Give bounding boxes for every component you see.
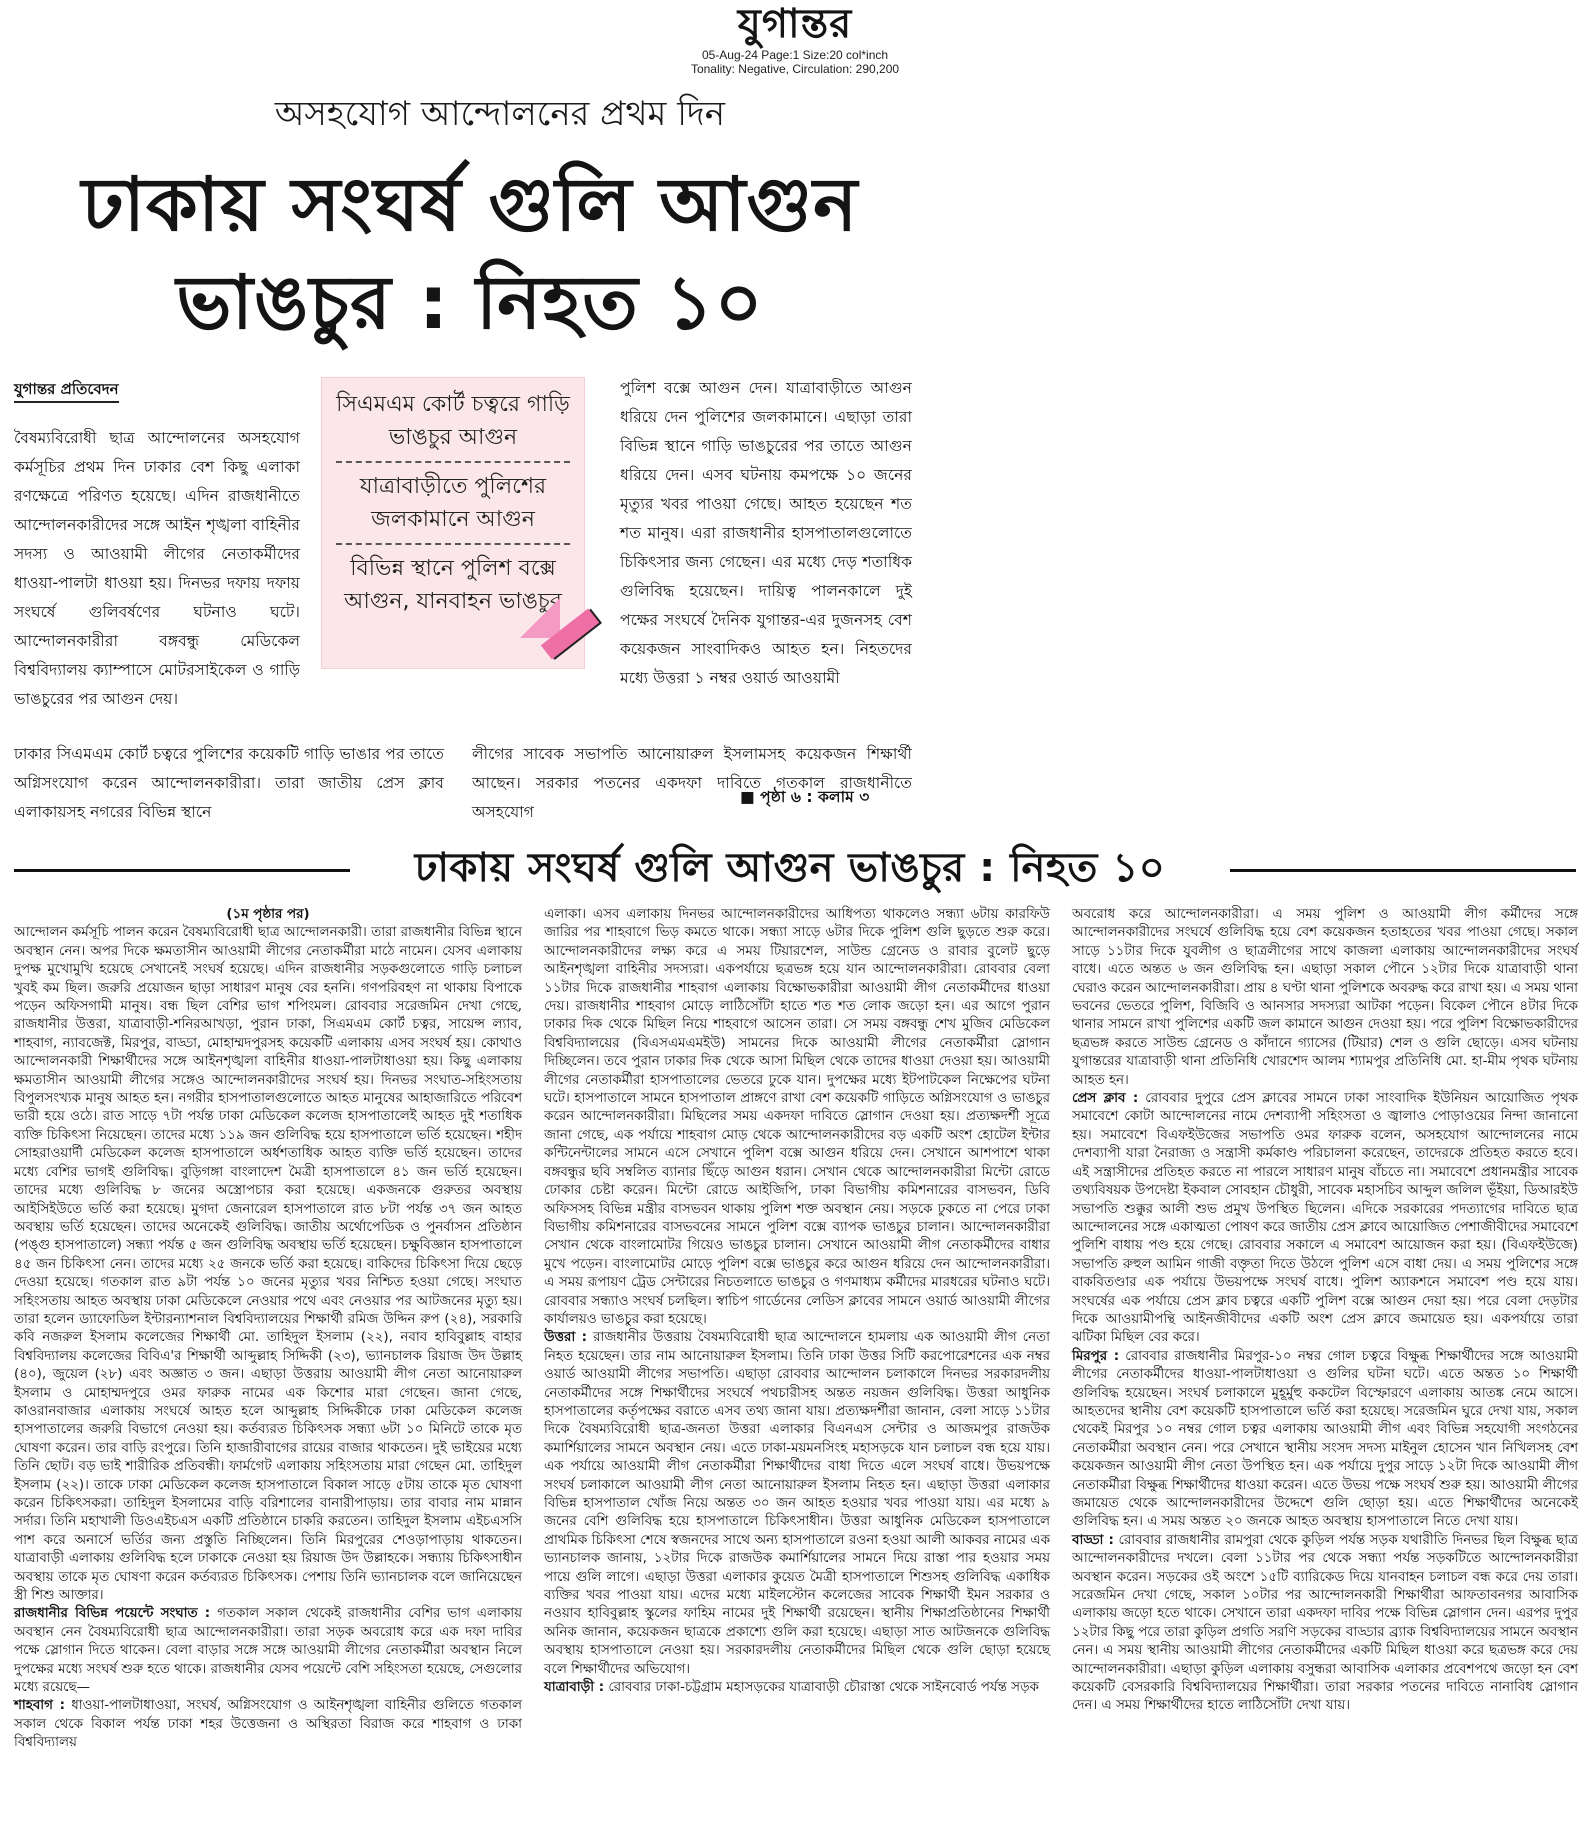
front-column-3-text: পুলিশ বক্সে আগুন দেন। যাত্রাবাড়ীতে আগুন ধরিয়ে দেন পুলিশের জলকামানে। এছাড়া তারা বিভিন্ন স্থানে গাড়ি ভাঙচুরের পর তাতে আগুন ধরিয়ে দেন। এসব ঘটনায় কমপক্ষে ১০ জনের মৃত্যুর খবর পাওয়া গেছে। আহত হয়েছেন শত শত মানুষ। এরা রাজধানীর হাসপাতালগুলোতে চিকিৎসার জন্য গেছেন। এর মধ্যে দেড় শতাধিক গুলিবিদ্ধ হয়েছেন। দায়িত্ব পালনকালে দুই পক্ষের সংঘর্ষে দৈনিক যুগান্তর-এর দুজনসহ বেশ কয়েকজন সাংবাদিকও আহত হন। নিহতদের মধ্যে উত্তরা ১ নম্বর ওয়ার্ড আওয়ামী	[620, 379, 912, 687]
front-column-1-wide-text: ঢাকার সিএমএম কোর্ট চত্বরে পুলিশের কয়েকটি গাড়ি ভাঙার পর তাতে অগ্নিসংযোগ করেন আন্দোলনকারীরা। তারা জাতীয় প্রেস ক্লাব এলাকায়সহ নগরের বিভিন্ন স্থানে	[14, 745, 444, 821]
front-column-1	[14, 424, 300, 744]
continued-jump-label: ■ পৃষ্ঠা ৬ : কলাম ৩	[740, 788, 870, 806]
subhead-rajdhani-text: গতকাল সকাল থেকেই রাজধানীর বেশির ভাগ এলাকায় অবস্থান নেন বৈষম্যবিরোধী ছাত্র আন্দোলনকারীরা। তারা সড়ক অবরোধ করে এক দফা দাবির পক্ষে স্লোগান দিতে থাকেন। বেলা বাড়ার সঙ্গে সঙ্গে আওয়ামী লীগের নেতাকর্মীরা অবস্থান নিলে দুপক্ষের মধ্যে সংঘর্ষ শুরু হতে থাকে। রাজধানীর যেসব পয়েন্টে বেশি সহিংসতা হয়েছে, সেগুলোর মধ্যে রয়েছে—	[14, 1606, 522, 1696]
headline-kicker: অসহযোগ আন্দোলনের প্রথম দিন	[274, 94, 726, 134]
byline: যুগান্তর প্রতিবেদন	[14, 378, 119, 403]
headline-line-1: ঢাকায় সংঘর্ষ গুলি আগুন	[81, 162, 859, 248]
callout-ribbon-decoration	[520, 598, 560, 638]
subhead-press-club: প্রেস ক্লাব :	[1072, 1091, 1139, 1107]
subhead-jatrabari: যাত্রাবাড়ী :	[544, 1680, 605, 1696]
continued-column-3-text: অবরোধ করে আন্দোলনকারীরা। এ সময় পুলিশ ও আওয়ামী লীগ কর্মীদের সঙ্গে আন্দোলনকারীদের সংঘর্ষে গুলিবিদ্ধ হয়ে বেশ কয়েকজন হতাহতের খবর পাওয়া গেছে। সকাল সাড়ে ১১টার দিকে যুবলীগ ও ছাত্রলীগের সাথে কাজলা এলাকায় আন্দোলনকারীদের সংঘর্ষ বাধে। এতে অন্তত ৬ জন গুলিবিদ্ধ হন। এছাড়া সকাল পৌনে ১২টার দিকে যাত্রাবাড়ী থানা ঘেরাও করেন আন্দোলনকারীরা। প্রায় ৪ ঘণ্টা থানা পুলিশকে অবরুদ্ধ করে রাখা হয়। এ সময় থানা ভবনের ভেতরে পুলিশ, বিজিবি ও আনসার সদস্যরা আটকা পড়েন। বিকেল পৌনে ৪টার দিকে থানার সামনে রাখা পুলিশের একটি জল কামানে আগুন দেওয়া হয়। পরে পুলিশ বিক্ষোভকারীদের ছত্রভঙ্গ করতে সাউন্ড গ্রেনেড ও কাঁদানে গ্যাসের (টিয়ার) শেল ও গুলি ছোড়ে। এসব ঘটনায় যুগান্তরের যাত্রাবাড়ী থানা প্রতিনিধি খোরশেদ আলম শ্যামপুর প্রতিনিধি মো. হা-মীম পৃথক ঘটনায় আহত হন।	[1072, 907, 1578, 1088]
subhead-rajdhani: রাজধানীর বিভিন্ন পয়েন্টে সংঘাত :	[14, 1606, 211, 1622]
masthead-logo: যুগান্তর	[737, 0, 853, 47]
subhead-press-club-text: রোববার দুপুরে প্রেস ক্লাবের সামনে ঢাকা সাংবাদিক ইউনিয়ন আয়োজিত পৃথক সমাবেশে কোটা আন্দোলনের নামে দেশব্যাপী সহিংসতা ও জ্বালাও পোড়াওয়ের নিন্দা জানানো হয়। সমাবেশে বিএফইউজের সভাপতি ওমর ফারুক বলেন, অসহযোগ আন্দোলনের নামে দেশব্যাপী যারা নৈরাজ্য ও সন্ত্রাসী কর্মকাণ্ড পরিচালনা করেছেন, তাদেরকে প্রতিহত করতে হবে। এই সন্ত্রাসীদের প্রতিহত করতে না পারলে সাধারণ মানুষ বাঁচতে না। সমাবেশে প্রধানমন্ত্রীর সাবেক তথ্যবিষয়ক উপদেষ্টা ইকবাল সোবহান চৌধুরী, সাবেক মহাসচিব আব্দুল জলিল ভূঁইয়া, ডিআরইউ সভাপতি শুক্কুর আলী শুভ প্রমুখ উপস্থিত ছিলেন। এদিকে সরকারের পদত্যাগের দাবিতে ছাত্র আন্দোলনের সঙ্গে একাত্মতা পোষণ করে জাতীয় প্রেস ক্লাবে আয়োজিত পেশাজীবীদের সমাবেশে পুলিশি বাধায় পণ্ড হয়ে গেছে। রোববার সকালে এ সমাবেশ আয়োজন করা হয়। (বিএফইউজে) সভাপতি রুহুল আমিন গাজী বক্তৃতা দিতে উঠলে পুলিশ এসে বাধা দেয়। এ সময় পুলিশের সঙ্গে বাকবিতণ্ডার এক পর্যায়ে উভয়পক্ষে সংঘর্ষ বাধে। পুলিশ অ্যাকশনে সমাবেশ পণ্ড হয়ে যায়। সংঘর্ষের এক পর্যায়ে প্রেস ক্লাব চত্বরে একটি পুলিশ বক্সে আগুন দেয়া হয়। পরে বেলা দেড়টার দিকে আওয়ামীপন্থি আইনজীবীদের একটি অংশ প্রেস ক্লাবে জমায়েত হয়। একপর্যায়ে তারা ঝটিকা মিছিল বের করে।	[1072, 1091, 1579, 1346]
subhead-mirpur: মিরপুর :	[1072, 1348, 1120, 1364]
front-column-3-wide-text: লীগের সাবেক সভাপতি আনোয়ারুল ইসলামসহ কয়েকজন শিক্ষার্থী আছেন। সরকার পতনের একদফা দাবিতে গতকাল রাজধানীতে অসহযোগ	[472, 745, 912, 821]
continued-column-1-text: আন্দোলন কর্মসূচি পালন করেন বৈষম্যবিরোধী ছাত্র আন্দোলনকারী। তারা রাজধানীর বিভিন্ন স্থানে অবস্থান নেন। অপর দিকে ক্ষমতাসীন আওয়ামী লীগের নেতাকর্মীরা মাঠে নামেন। যেসব এলাকায় দুপক্ষ মুখোমুখি হয়েছে সেখানেই সংঘর্ষ হয়েছে। এদিন রাজধানীর সড়কগুলোতে গাড়ি চলাচল খুবই কম ছিল। জরুরি প্রয়োজন ছাড়া সাধারণ মানুষ বের হননি। গণপরিবহণ না থাকায় বিপাকে পড়েন অফিসগামী মানুষ। বন্ধ ছিল বেশির ভাগ শপিংমল। রোববার সরেজমিন দেখা গেছে, রাজধানীর উত্তরা, যাত্রাবাড়ী-শনিরআখড়া, পুরান ঢাকা, সিএমএম কোর্ট চত্বর, সায়েন্স ল্যাব, শাহবাগ, ন্যাবজেক্ট, মিরপুর, বাড্ডা, মোহাম্মদপুরসহ কয়েকটি এলাকায় এসব সংঘর্ষ হয়। কোথাও আন্দোলনকারী শিক্ষার্থীদের সঙ্গে আইনশৃঙ্খলা বাহিনীর ধাওয়া-পালটাধাওয়া হয়। কিছু এলাকায় ক্ষমতাসীন আওয়ামী লীগের সঙ্গেও আন্দোলনকারীদের সংঘর্ষ হয়। দিনভর সংঘাত-সহিংসতায় বিপুলসংখ্যক মানুষ আহত হন। নগরীর হাসপাতালগুলোতে আহত মানুষের আহাজারিতে পরিবেশ ভারী হয়ে ওঠে। রাত সাড়ে ৭টা পর্যন্ত ঢাকা মেডিকেল কলেজ হাসপাতালেই আহত দুই শতাধিক ব্যক্তি চিকিৎসা নিয়েছেন। তাদের মধ্যে ১১৯ জন গুলিবিদ্ধ হয়ে হাসপাতালে ভর্তি হয়েছেন। শহীদ সোহরাওয়ার্দী মেডিকেল কলেজ হাসপাতালে অর্ধশতাধিক আহত ব্যক্তি ভর্তি হয়েছেন। তাদের মধ্যে বেশির ভাগই গুলিবিদ্ধ। বুড়িগঙ্গা বাংলাদেশ মৈত্রী হাসপাতালে ৪১ জন ভর্তি হয়েছেন। তাদের মধ্যে গুলিবিদ্ধ ৮ জনের অস্ত্রোপচার করা হয়েছে। একজনকে গুরুতর অবস্থায় আইসিইউতে ভর্তি করা হয়েছে। মুগদা জেনারেল হাসপাতালে রাত ৮টা পর্যন্ত ৩৭ জন আহত অবস্থায় ভর্তি হয়েছেন। তাদের অনেকেই গুলিবিদ্ধ। জাতীয় অর্থোপেডিক ও পুনর্বাসন প্রতিষ্ঠান (পঙ্গু হাসপাতালে) সন্ধ্যা পর্যন্ত ৫ জন গুলিবিদ্ধ অবস্থায় ভর্তি হয়েছেন। চক্ষুবিজ্ঞান হাসপাতালে ৪৫ জন চিকিৎসা নেন। তাদের মধ্যে ২৫ জনকে ভর্তি করা হয়েছে। বাকিদের চিকিৎসা দিয়ে ছেড়ে দেওয়া হয়েছে। গতকাল রাত ৯টা পর্যন্ত ১০ জনের মৃত্যুর খবর নিশ্চিত হওয়া গেছে। সংঘাত সহিংসতায় আহত অবস্থায় ঢাকা মেডিকেলে নেওয়ার পথে এবং নেওয়ার পর আটজনের মৃত্যু হয়। তারা হলেন ড্যাফোডিল ইন্টারন্যাশনাল বিশ্ববিদ্যালয়ের শিক্ষার্থী রমিজ উদ্দিন রুপ (২৪), সরকারি কবি নজরুল ইসলাম কলেজের শিক্ষার্থী মো. তাহিদুল ইসলাম (২২), নবাব হাবিবুল্লাহ বাহার বিশ্ববিদ্যালয় কলেজের বিবিএ'র শিক্ষার্থী আব্দুল্লাহ সিদ্দিকী (২৩), ভ্যানচালক রিয়াজ উদ উল্লাহ (৪০), জুয়েল (২৮) এবং অজ্ঞাত ৩ জন। এছাড়া উত্তরায় আওয়ামী লীগ নেতা আনোয়ারুল ইসলাম ও মোহাম্মদপুরে ওমর ফারুক নামের এক কিশোর মারা গেছেন। জানা গেছে, কাওরানবাজার এলাকায় সংঘর্ষে আহত হলে আব্দুল্লাহ সিদ্দিকীকে ঢাকা মেডিকেল কলেজ হাসপাতালের জরুরি বিভাগে নেওয়া হয়। কর্তব্যরত চিকিৎসক সন্ধ্যা ৬টা ১০ মিনিটে তাকে মৃত ঘোষণা করেন। তার বাড়ি রংপুরে। তিনি হাজারীবাগের রায়ের বাজার থাকতেন। দুই ভাইয়ের মধ্যে তিনি ছোট। বড় ভাই শারীরিক প্রতিবন্ধী। ফার্মগেট এলাকায় সহিংসতায় মারা গেছেন মো. তাহিদুল ইসলাম (২২)। তাকে ঢাকা মেডিকেল কলেজ হাসপাতালে বিকাল সাড়ে ৫টায় তাকে মৃত ঘোষণা করেন চিকিৎসকরা। তাহিদুল ইসলামের বাড়ি বরিশালের বানারীপাড়ায়। তার বাবার নাম মান্নান সর্দার। তিনি মহাখালী ডিওএইচএস একটি প্রতিষ্ঠানে চাকরি করতেন। তাহিদুল ইসলাম এইচএসসি পাশ করে অনার্সে ভর্তির জন্য প্রস্তুতি নিচ্ছিলেন। তিনি মিরপুরের শেওড়াপাড়ায় থাকতেন। যাত্রাবাড়ী এলাকায় গুলিবিদ্ধ হলে ঢাকাকে নেওয়া হয় রিয়াজ উদ উল্লাহকে। সন্ধ্যায় চিকিৎসাধীন অবস্থায় তাকে মৃত ঘোষণা করেন কর্তব্যরত চিকিৎসক। পেশায় তিনি ভ্যানচালক বলে জানিয়েছেন স্ত্রী শিশু আক্তার।	[14, 925, 522, 1604]
clipping-meta-line1: 05-Aug-24 Page:1 Size:20 col*inch	[701, 48, 889, 62]
clipping-meta-line2: Tonality: Negative, Circulation: 290,200	[690, 62, 900, 76]
subhead-badda: বাড্ডা :	[1072, 1532, 1114, 1548]
subhead-shahbag: শাহবাগ :	[14, 1698, 65, 1714]
front-column-3	[620, 374, 912, 752]
front-column-1-wide	[14, 740, 444, 830]
front-column-1-text: বৈষম্যবিরোধী ছাত্র আন্দোলনের অসহযোগ কর্মসূচির প্রথম দিন ঢাকার বেশ কিছু এলাকা রণক্ষেত্রে পরিণত হয়েছে। এদিন রাজধানীতে আন্দোলনকারীদের সঙ্গে আইন শৃঙ্খলা বাহিনীর সদস্য ও আওয়ামী লীগের নেতাকর্মীদের ধাওয়া-পালটা ধাওয়া হয়। দিনভর দফায় দফায় সংঘর্ষে গুলিবর্ষণের ঘটনাও ঘটে। আন্দোলনকারীরা বঙ্গবন্ধু মেডিকেল বিশ্ববিদ্যালয় ক্যাম্পাসে মোটরসাইকেল ও গাড়ি ভাঙচুরের পর আগুন দেয়।	[14, 429, 300, 708]
callout-item-1: সিএমএম কোর্ট চত্বরে গাড়ি ভাঙচুর আগুন	[336, 392, 570, 450]
subhead-jatrabari-text: রোববার ঢাকা-চট্টগ্রাম মহাসড়কের যাত্রাবাড়ী চৌরাস্তা থেকে সাইনবোর্ড পর্যন্ত সড়ক	[608, 1680, 1039, 1696]
from-page-label: (১ম পৃষ্ঠার পর)	[226, 907, 310, 922]
subhead-uttara: উত্তরা :	[544, 1330, 588, 1346]
continued-column-2-text: এলাকা। এসব এলাকায় দিনভর আন্দোলনকারীদের আধিপত্য থাকলেও সন্ধ্যা ৬টায় কারফিউ জারির পর শাহবাগে ভিড় কমতে থাকে। সন্ধ্যা সাড়ে ৬টার দিকে পুলিশ গুলি ছুড়তে শুরু করে। আন্দোলনকারীদের লক্ষ্য করে এ সময় টিয়ারশেল, সাউন্ড গ্রেনেড ও রাবার বুলেট ছুড়ে আইনশৃঙ্খলা বাহিনীর সদস্যরা। একপর্যায়ে ছত্রভঙ্গ হয়ে যান আন্দোলনকারীরা। রোববার বেলা ১১টার দিকে রাজধানীর শাহবাগ এলাকায় বিক্ষোভকারীরা আওয়ামী লীগ নেতাকর্মীদের ধাওয়া দেয়। রাজধানীর শাহবাগ মোড়ে লাঠিসোঁটা হাতে শত শত লোক জড়ো হন। এর আগে পুরান ঢাকার দিক থেকে মিছিল নিয়ে শাহবাগে আসেন তারা। সে সময় বঙ্গবন্ধু শেখ মুজিব মেডিকেল বিশ্ববিদ্যালয়ের (বিএসএমএমইউ) সামনের দিকে আওয়ামী লীগের নেতাকর্মীরা স্লোগান দিচ্ছিলেন। তবে পুরান ঢাকার দিক থেকে আসা মিছিল থেকে তাদের ধাওয়া দেওয়া হয়। আওয়ামী লীগের নেতাকর্মীরা হাসপাতালের ভেতরে ঢুকে যান। দুপক্ষের মধ্যে ইটপাটকেল নিক্ষেপের ঘটনা ঘটে। হাসপাতালে সামনে হাসপাতাল প্রাঙ্গণে রাখা বেশ কয়েকটি গাড়িতে অগ্নিসংযোগ ও ভাঙচুর করেন আন্দোলনকারীরা। মিছিলের সময় একদফা দাবিতে স্লোগান দেওয়া হয়। প্রত্যক্ষদর্শী সূত্রে জানা গেছে, এক পর্যায়ে শাহবাগ মোড় থেকে আন্দোলনকারীদের বড় একটি অংশ হোটেল ইন্টার কন্টিনেন্টালের সামনে এসে সেখানে পুলিশ বক্সে আগুন ধরিয়ে দেন। সেখানে আশপাশে থাকা বঙ্গবন্ধুর ছবি সম্বলিত ব্যানার ছিঁড়ে আগুন ধরান। সেখান থেকে আন্দোলনকারীরা মিন্টো রোডে ঢোকার চেষ্টা করেন। মিন্টো রোডে আইজিপি, ঢাকা বিভাগীয় কমিশনারের বাসভবন, ডিবি অফিসসহ বিভিন্ন মন্ত্রীর বাসভবন থাকায় পুলিশ শক্ত অবস্থান নেয়। সড়কে ঢুকতে না পেরে ঢাকা বিভাগীয় কমিশনারের বাসভবনের সামনে পুলিশ বক্সে ব্যাপক ভাঙচুর চালান। আন্দোলনকারীরা সেখান থেকে বাংলামোটর গিয়েও ভাঙচুর চালান। সেখানে আওয়ামী লীগ নেতাকর্মীদের বাধার মুখে পড়েন। বাংলামোটর মোড়ে পুলিশ বক্সে ভাঙচুর করে আগুন ধরিয়ে দেন আন্দোলনকারীরা। এ সময় রূপায়ণ ট্রেড সেন্টারের নিচতলাতে ভাঙচুর ও গণমাধ্যম কর্মীদের মারধরের ঘটনাও ঘটে। রোববার সন্ধ্যাও সংঘর্ষ চলছিল। স্বাচিপ গার্ডেনের লেডিস ক্লাবের সামনে ওয়ার্ড আওয়ামী লীগের কার্যালয়ও ভাঙচুর করা হয়েছে।	[544, 907, 1050, 1327]
callout-item-2: যাত্রাবাড়ীতে পুলিশের জলকামানে আগুন	[359, 474, 547, 532]
continued-column-1	[14, 906, 522, 1824]
headline-rule-left	[14, 869, 350, 872]
subhead-mirpur-text: রোববার রাজধানীর মিরপুর-১০ নম্বর গোল চত্বরে বিক্ষুব্ধ শিক্ষার্থীদের সঙ্গে আওয়ামী লীগের নেতাকর্মীদের ধাওয়া-পালটাধাওয়া ও গুলির ঘটনা ঘটে। এতে অন্তত ১০ শিক্ষার্থী গুলিবিদ্ধ হয়েছেন। সংঘর্ষ চলাকালে মুহূর্মুহু ককটেল বিস্ফোরণে এলাকায় আতঙ্ক নেমে আসে। আহতদের স্থানীয় বেশ কয়েকটি হাসপাতালে ভর্তি করা হয়েছে। সরেজমিন ঘুরে দেখা যায়, সকাল থেকেই মিরপুর ১০ নম্বর গোল চত্বর এলাকায় আওয়ামী লীগ এবং বিভিন্ন সহযোগী সংগঠনের নেতাকর্মীরা অবস্থান নেন। পরে সেখানে স্থানীয় সংসদ সদস্য মাইনুল হোসেন খান নিখিলসহ বেশ কয়েকজন আওয়ামী লীগ নেতা উপস্থিত হন। এক পর্যায়ে দুপুর সাড়ে ১২টা দিকে আওয়ামী লীগ নেতাকর্মীরা বিক্ষুব্ধ শিক্ষার্থীদের ধাওয়া করেন। এতে উভয় পক্ষে সংঘর্ষ শুরু হয়। আওয়ামী লীগের জমায়েত থেকে আন্দোলনকারীদের উদ্দেশে গুলি ছোড়া হয়। এতে শিক্ষার্থীদের অনেকেই গুলিবিদ্ধ হন। এ সময় অন্তত ২০ জনকে আহত অবস্থায় হাসপাতালে নিতে দেখা যায়।	[1072, 1348, 1578, 1530]
continued-headline: ঢাকায় সংঘর্ষ গুলি আগুন ভাঙচুর : নিহত ১০	[414, 845, 1166, 891]
continued-column-3	[1072, 906, 1578, 1824]
headline-rule-right	[1230, 869, 1576, 872]
callout-item-3: বিভিন্ন স্থানে পুলিশ বক্সে আগুন, যানবাহন ভাঙচুর	[344, 556, 562, 614]
continued-column-2	[544, 906, 1050, 1824]
subhead-shahbag-text: ধাওয়া-পালটাধাওয়া, সংঘর্ষ, অগ্নিসংযোগ ও আইনশৃঙ্খলা বাহিনীর গুলিতে গতকাল সকাল থেকে বিকাল পর্যন্ত ঢাকা শহর উত্তেজনা ও অস্থিরতা বিরাজ করে শাহবাগ ও ঢাকা বিশ্ববিদ্যালয়	[14, 1698, 522, 1751]
subhead-uttara-text: রাজধানীর উত্তরায় বৈষম্যবিরোধী ছাত্র আন্দোলনে হামলায় এক আওয়ামী লীগ নেতা নিহত হয়েছেন। তার নাম আনোয়ারুল ইসলাম। তিনি ঢাকা উত্তর সিটি করপোরেশনের এক নম্বর ওয়ার্ড আওয়ামী লীগের সভাপতি। এছাড়া রোববার আন্দোলন চলাকালে দিনভর সরকারদলীয় নেতাকর্মীদের সঙ্গে শিক্ষার্থীদের সংঘর্ষে পথচারীসহ অন্তত নয়জন গুলিবিদ্ধ। উত্তরা আধুনিক হাসপাতালের কর্তৃপক্ষের বরাতে এসব তথ্য জানা যায়। প্রত্যক্ষদর্শীরা জানান, বেলা সাড়ে ১১টার দিকে বৈষম্যবিরোধী ছাত্র-জনতা উত্তরা এলাকার বিএনএস সেন্টার ও আজমপুর রাজউক কমার্শিয়ালের সামনে অবস্থান নেয়। এতে ঢাকা-ময়মনসিংহ মহাসড়কে যান চলাচল বন্ধ হয়ে যায়। এক পর্যায়ে আওয়ামী লীগ নেতাকর্মীরা শিক্ষার্থীদের বাধা দিতে এলে সংঘর্ষ বাধে। উভয়পক্ষে সংঘর্ষ চলাকালে আওয়ামী লীগ নেতা আনোয়ারুল ইসলাম নিহত হন। এছাড়া উত্তরা এলাকার বিভিন্ন হাসপাতাল খোঁজ নিয়ে অন্তত ৩০ জন আহত হওয়ার খবর পাওয়া যায়। এর মধ্যে ৯ জনের বেশি গুলিবিদ্ধ হয়ে হাসপাতালে চিকিৎসাধীন। উত্তরা আধুনিক মেডিকেল হাসপাতালে প্রাথমিক চিকিৎসা শেষে স্বজনদের সাথে অন্য হাসপাতালে রওনা হওয়া আলী আকবর নামের এক ভ্যানচালক জানায়, ১২টার দিকে রাজউক কমার্শিয়ালের সামনে দিয়ে রাস্তা পার হওয়ার সময় পায়ে গুলি লাগে। এছাড়া উত্তরা এলাকার কুয়েত মৈত্রী হাসপাতালে শিশুসহ গুলিবিদ্ধ একাধিক ব্যক্তির খবর পাওয়া যায়। এদের মধ্যে মাইলস্টোন কলেজের সাবেক শিক্ষার্থী ইমন সরকার ও নওয়াব হাবিবুল্লাহ স্কুলের ফাহিম নামের দুই শিক্ষার্থী রয়েছেন। স্থানীয় শিক্ষাপ্রতিষ্ঠানের শিক্ষার্থী অনিক জানান, কয়েকজন ছাত্রকে প্রকাশ্যে গুলি করা হয়েছে। এছাড়া সাত আটজনকে গুলিবিদ্ধ অবস্থায় হাসপাতালে নেওয়া হয়। সরকারদলীয় নেতাকর্মীদের মিছিল থেকে গুলি ছোড়া হয়েছে বলে শিক্ষার্থীদের অভিযোগ।	[544, 1330, 1050, 1677]
callout-divider	[336, 543, 570, 545]
subhead-badda-text: রোববার রাজধানীর রামপুরা থেকে কুড়িল পর্যন্ত সড়ক যথারীতি দিনভর ছিল বিক্ষুব্ধ ছাত্র আন্দোলনকারীদের দখলে। বেলা ১১টার পর থেকে সন্ধ্যা পর্যন্ত সড়কটিতে আন্দোলনকারীরা অবস্থান করেন। সড়কের ওই অংশে ১৫টি ব্যারিকেড দিয়ে যানবাহন চলাচল বন্ধ করে দেয় তারা। সরেজমিন দেখা গেছে, সকাল ১০টার পর আন্দোলনকারী শিক্ষার্থীরা আফতাবনগর আবাসিক এলাকায় জড়ো হতে থাকে। সেখানে তারা একদফা দাবির পক্ষে বিভিন্ন স্লোগান দেন। এরপর দুপুর ১২টার কিছু পরে তারা কুড়িল প্রগতি সরণি সড়কের বাড্ডার ব্র্যাক বিশ্ববিদ্যালয়ের সামনে অবস্থান নেন। এ সময় স্থানীয় আওয়ামী লীগের নেতাকর্মীদের একটি মিছিল ধাওয়া করে ছত্রভঙ্গ করে দেয় আন্দোলনকারীরা। এছাড়া কুড়িল এলাকায় বসুন্ধরা আবাসিক এলাকার প্রবেশপথে জড়ো হন বেশ কয়েকটি বেসরকারি বিশ্ববিদ্যালয়ের শিক্ষার্থীরা। তারা সরকার পতনের দাবিতে নানাবিধ স্লোগান দেন। এ সময় শিক্ষার্থীদের হাতে লাঠিসোঁটা দেখা যায়।	[1072, 1532, 1578, 1714]
callout-divider	[336, 461, 570, 463]
headline-line-2: ভাঙচুর : নিহত ১০	[176, 260, 764, 346]
